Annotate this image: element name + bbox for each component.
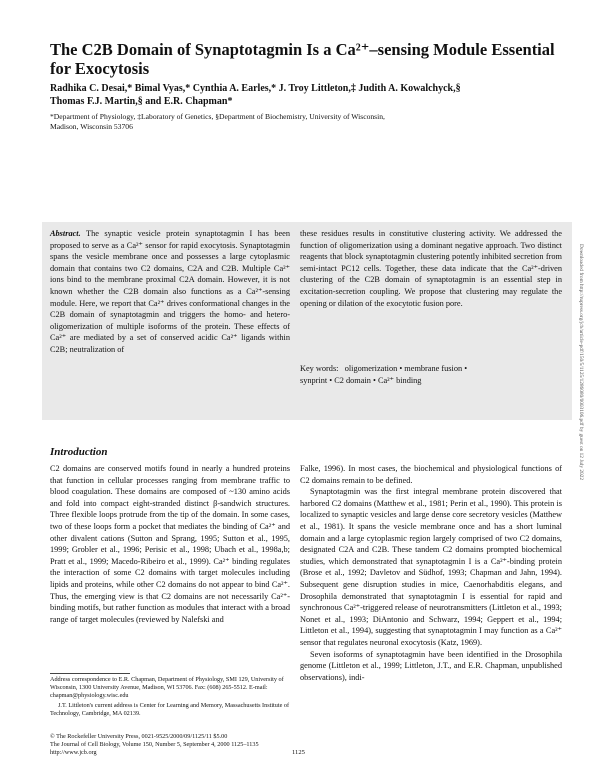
- intro-left-column: [50, 463, 290, 625]
- authors-line-1: Radhika C. Desai,* Bimal Vyas,* Cynthia A. Earles,* J. Troy Littleton,‡ Judith A. Kowalchyck,§: [50, 83, 461, 94]
- abstract-left-text: The synaptic vesicle protein synaptotagmin I has been proposed to serve as a Ca²⁺ sensor for rapid exocytosis. Synaptotagmin spans the vesicle membrane once and possesses a large cytoplasmic domain that contains two C2 domains, C2A and C2B. Multiple Ca²⁺ ions bind to the membrane proximal C2A domain. However, it is not known whether the C2B domain also functions as a Ca²⁺-sensing module. Here, we report that Ca²⁺ drives conformational changes in the C2B domain of synaptotagmin and triggers the homo- and hetero-oligomerization of multiple isoforms of the protein. These effects of Ca²⁺ are mediated by a set of conserved acidic Ca²⁺ ligands within C2B; neutralization of: [50, 229, 290, 354]
- footer-url[interactable]: http://www.jcb.org: [50, 749, 97, 756]
- intro-right-paragraph-2: Synaptotagmin was the first integral membrane protein discovered that harbored C2 domains (Matthew et al., 1981; Perin et al., 1990). This protein is localized to synaptic vesicles and large dense core secretory vesicles (Matthew et al., 1981). It spans the vesicle membrane once and has a short luminal domain and a large cytoplasmic region largely comprised of two C2 domains, designated C2A and C2B. These tandem C2 domains prompted biochemical studies, which demonstrated that synaptotagmin I is a Ca²⁺-binding protein (Brose et al., 1992; Davletov and Südhof, 1993; Chapman and Jahn, 1994). Subsequent gene disruption studies in mice, Caenorhabditis elegans, and Drosophila demonstrated that synaptotagmin I is essential for rapid and synchronous Ca²⁺-triggered release of neurotransmitters (Littleton et al., 1993; Nonet et al., 1993; DiAntonio and Schwarz, 1994; Geppert et al., 1994; Littleton et al., 1994), suggesting that synaptotagmin I may function as a Ca²⁺ sensor that regulates neuronal exocytosis (Katz, 1969).: [300, 487, 562, 647]
- intro-right-paragraph-1: Falke, 1996). In most cases, the biochemical and physiological functions of C2 domains remain to be defined.: [300, 464, 562, 485]
- keywords: [300, 363, 562, 386]
- abstract-left: [50, 228, 290, 356]
- intro-left-paragraph: C2 domains are conserved motifs found in nearly a hundred proteins that function in cellular processes ranging from membrane traffic to blood coagulation. These domains are composed of ~130 amino acids and fold into compact eight-stranded distinct β-sandwich structures. Three flexible loops protrude from the tip of the domain. In some cases, two of these loops form a pocket that mediates the binding of Ca²⁺ and other divalent cations (Sutton and Sprang, 1995; Sutton et al., 1995, 1999; Grobler et al., 1996; Perisic et al., 1998; Ubach et al., 1998a,b; Pratt et al., 1999; Macedo-Ribeiro et al., 1999). Ca²⁺ binding regulates the interaction of some C2 domains with target molecules including lipids and proteins, while other C2 domains do not appear to bind Ca²⁺. Thus, the emerging view is that C2 domains are not necessarily Ca²⁺-binding motifs, but rather function as modules that interact with a broad range of target molecules (reviewed by Nalefski and: [50, 464, 290, 624]
- keywords-label: Key words:: [300, 364, 339, 373]
- keywords-line-1: oligomerization • membrane fusion •: [344, 364, 468, 373]
- introduction-heading: Introduction: [50, 446, 108, 458]
- address-note: J.T. Littleton's current address is Center for Learning and Memory, Massachusetts Institute of Technology, Cambridge, MA 02139.: [50, 702, 290, 718]
- page-number: 1125: [292, 749, 305, 756]
- keywords-line-2: synprint • C2 domain • Ca²⁺ binding: [300, 375, 422, 385]
- download-note: Downloaded from http://rupress.org/jcb/article-pdf/150/5/1125/1286080/0003106.pdf by guest on 12 July 2022: [578, 244, 584, 480]
- correspondence-note: Address correspondence to E.R. Chapman, Department of Physiology, SMI 129, University of Wisconsin, 1300 University Avenue, Madison, WI 53706. Fax: (608) 265-5512. E-mail: chapman@physiology.wisc.edu: [50, 676, 284, 700]
- abstract-right: these residues results in constitutive clustering activity. We addressed the function of oligomerization using a dominant negative approach. Two distinct reagents that block synaptotagmin clustering potently inhibited secretion from semi-intact PC12 cells. Together, these data indicate that the Ca²⁺-driven clustering of the C2B domain of synaptotagmin is an essential step in excitation-secretion coupling. We propose that clustering may regulate the opening or dilation of the exocytotic fusion pore.: [300, 229, 562, 308]
- footnote-rule: [50, 673, 130, 674]
- footer-journal: The Journal of Cell Biology, Volume 150, Number 5, September 4, 2000 1125–1135: [50, 741, 259, 748]
- affiliations: *Department of Physiology, ‡Laboratory of Genetics, §Department of Biochemistry, University of Wisconsin, Madison, Wisconsin 53706: [50, 112, 385, 131]
- footer-copyright: © The Rockefeller University Press, 0021-9525/2000/09/1125/11 $5.00: [50, 733, 228, 740]
- authors-line-2: Thomas F.J. Martin,§ and E.R. Chapman*: [50, 96, 233, 107]
- abstract-label: Abstract.: [50, 229, 81, 238]
- article-title: The C2B Domain of Synaptotagmin Is a Ca²⁺–sensing Module Essential for Exocytosis: [50, 40, 555, 78]
- intro-right-column: [300, 463, 562, 683]
- intro-right-paragraph-3: Seven isoforms of synaptotagmin have been identified in the Drosophila genome (Littleton et al., 1999; Littleton, J.T., and E.R. Chapman, unpublished observations), indi-: [300, 649, 562, 682]
